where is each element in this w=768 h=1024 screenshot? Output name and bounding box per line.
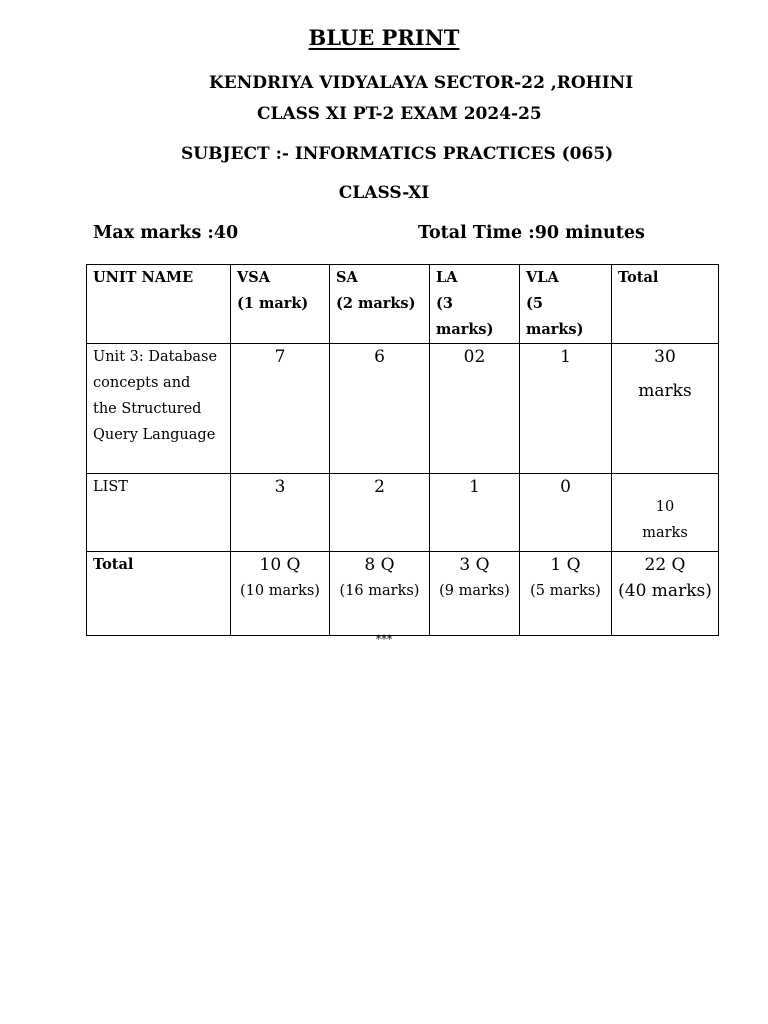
total-marks-cell: 10 marks [612, 474, 719, 552]
la-count-cell: 1 [430, 474, 520, 552]
total-time: Total Time :90 minutes [418, 223, 645, 243]
la-count-cell: 02 [430, 344, 520, 474]
vla-total-cell: 1 Q (5 marks) [520, 552, 612, 636]
vla-count-cell: 0 [520, 474, 612, 552]
blueprint-table [86, 264, 719, 636]
totals-label-cell: Total [87, 552, 231, 636]
la-total-cell: 3 Q (9 marks) [430, 552, 520, 636]
vla-count-cell: 1 [520, 344, 612, 474]
unit-name-cell: Unit 3: Database concepts and the Structured Query Language [87, 344, 231, 474]
vsa-count-cell: 3 [231, 474, 330, 552]
sa-count-cell: 6 [330, 344, 430, 474]
end-mark: *** [375, 633, 393, 646]
max-marks: Max marks :40 [93, 223, 239, 243]
header-la: LA (3 marks) [430, 265, 520, 344]
header-vsa: VSA (1 mark) [231, 265, 330, 344]
header-vla: VLA (5 marks) [520, 265, 612, 344]
sa-count-cell: 2 [330, 474, 430, 552]
grand-total-cell: 22 Q (40 marks) [612, 552, 719, 636]
table-header-row [87, 265, 719, 344]
unit-name-cell: LIST [87, 474, 231, 552]
table-totals-row [87, 552, 719, 636]
table-row [87, 474, 719, 552]
total-marks-cell: 30 marks [612, 344, 719, 474]
vsa-total-cell: 10 Q (10 marks) [231, 552, 330, 636]
vsa-count-cell: 7 [231, 344, 330, 474]
header-total: Total [612, 265, 719, 344]
header-sa: SA (2 marks) [330, 265, 430, 344]
document-title: BLUE PRINT [308, 25, 460, 50]
exam-name: CLASS XI PT-2 EXAM 2024-25 [257, 104, 542, 124]
header-unit-name: UNIT NAME [87, 265, 231, 344]
class-name: CLASS-XI [338, 183, 430, 203]
school-name: KENDRIYA VIDYALAYA SECTOR-22 ,ROHINI [209, 73, 634, 93]
subject-name: SUBJECT :- INFORMATICS PRACTICES (065) [181, 144, 614, 164]
table-row [87, 344, 719, 474]
sa-total-cell: 8 Q (16 marks) [330, 552, 430, 636]
